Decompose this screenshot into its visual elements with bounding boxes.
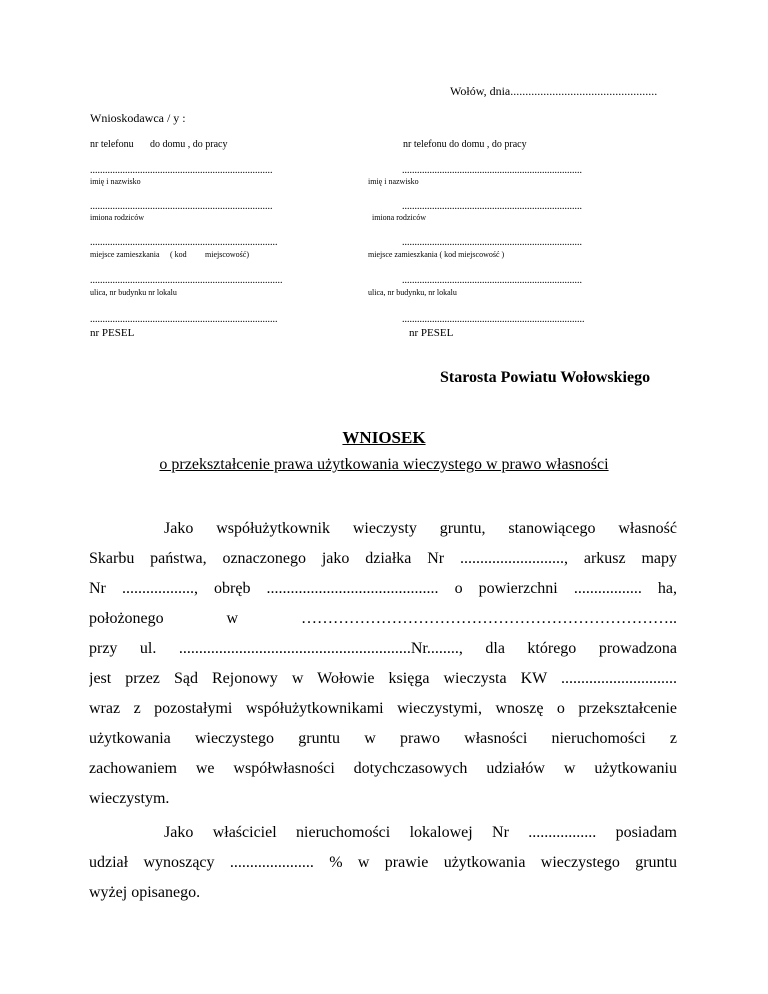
right-pesel-label: nr PESEL	[409, 327, 454, 339]
right-street-label: ulica, nr budynku, nr lokalu	[368, 288, 457, 297]
left-name-field[interactable]: .........................................................................	[90, 165, 273, 176]
left-address-field[interactable]: ...........................................................................	[90, 237, 278, 248]
p1-line: wieczystym.	[89, 790, 170, 807]
p1-line: przy ul. ..........................................................Nr........, dla którego prowadzona	[89, 640, 677, 657]
left-pesel-field[interactable]: ...........................................................................	[90, 314, 278, 325]
right-name-label: imię i nazwisko	[368, 177, 419, 186]
p1-line: użytkowania wieczystego gruntu w prawo własności nieruchomości z	[89, 730, 677, 747]
place-date: Wołów, dnia.................................................	[450, 84, 658, 98]
p2-line: wyżej opisanego.	[89, 884, 201, 901]
left-street-field[interactable]: .............................................................................	[90, 275, 283, 286]
document-subtitle: o przekształcenie prawa użytkowania wieczystego w prawo własności	[159, 456, 609, 473]
left-address-label: miejsce zamieszkania	[90, 250, 160, 259]
right-parents-field[interactable]: ........................................................................	[402, 201, 582, 212]
left-street-label: ulica, nr budynku nr lokalu	[90, 288, 177, 297]
right-address-field[interactable]: ........................................................................	[402, 237, 582, 248]
left-name-label: imię i nazwisko	[90, 177, 141, 186]
paragraph-1	[89, 514, 677, 814]
document-title: WNIOSEK	[342, 428, 426, 447]
left-phone-label-b: do domu , do pracy	[150, 139, 228, 150]
p1-line: Nr .................., obręb ........................................... o powierzchni ................. ha,	[89, 580, 677, 597]
applicants-label: Wnioskodawca / y :	[90, 111, 186, 125]
p1-line: Skarbu państwa, oznaczonego jako działka Nr .........................., arkusz mapy	[89, 550, 677, 567]
left-address-label-code: ( kod	[170, 250, 187, 259]
p2-line: Jako właściciel nieruchomości lokalowej Nr ................. posiadam	[164, 824, 677, 841]
right-address-label: miejsce zamieszkania ( kod miejscowość )	[368, 250, 505, 259]
p1-line: wraz z pozostałymi współużytkownikami wieczystymi, wnoszę o przekształcenie	[89, 700, 677, 717]
paragraph-2	[89, 818, 677, 908]
right-street-field[interactable]: ........................................................................	[402, 275, 582, 286]
p2-line: udział wynoszący ..................... % w prawie użytkowania wieczystego gruntu	[89, 854, 677, 871]
p1-line: Jako współużytkownik wieczysty gruntu, stanowiącego własność	[164, 520, 677, 537]
p1-line: położonego w ……………………………………………………………..	[89, 610, 677, 627]
left-parents-field[interactable]: .........................................................................	[90, 201, 273, 212]
left-pesel-label: nr PESEL	[90, 327, 135, 339]
left-parents-label: imiona rodziców	[90, 213, 144, 222]
right-parents-label: imiona rodziców	[372, 213, 426, 222]
right-pesel-field[interactable]: .........................................................................	[402, 314, 585, 325]
right-phone-label: nr telefonu do domu , do pracy	[403, 139, 527, 150]
left-address-label-city: miejscowość)	[205, 250, 249, 259]
p1-line: jest przez Sąd Rejonowy w Wołowie księga wieczysta KW .............................	[89, 670, 677, 687]
p1-line: zachowaniem we współwłasności dotychczasowych udziałów w użytkowaniu	[89, 760, 677, 777]
left-phone-label: nr telefonu	[90, 139, 134, 150]
addressee: Starosta Powiatu Wołowskiego	[440, 369, 651, 386]
right-name-field[interactable]: ........................................................................	[402, 165, 582, 176]
